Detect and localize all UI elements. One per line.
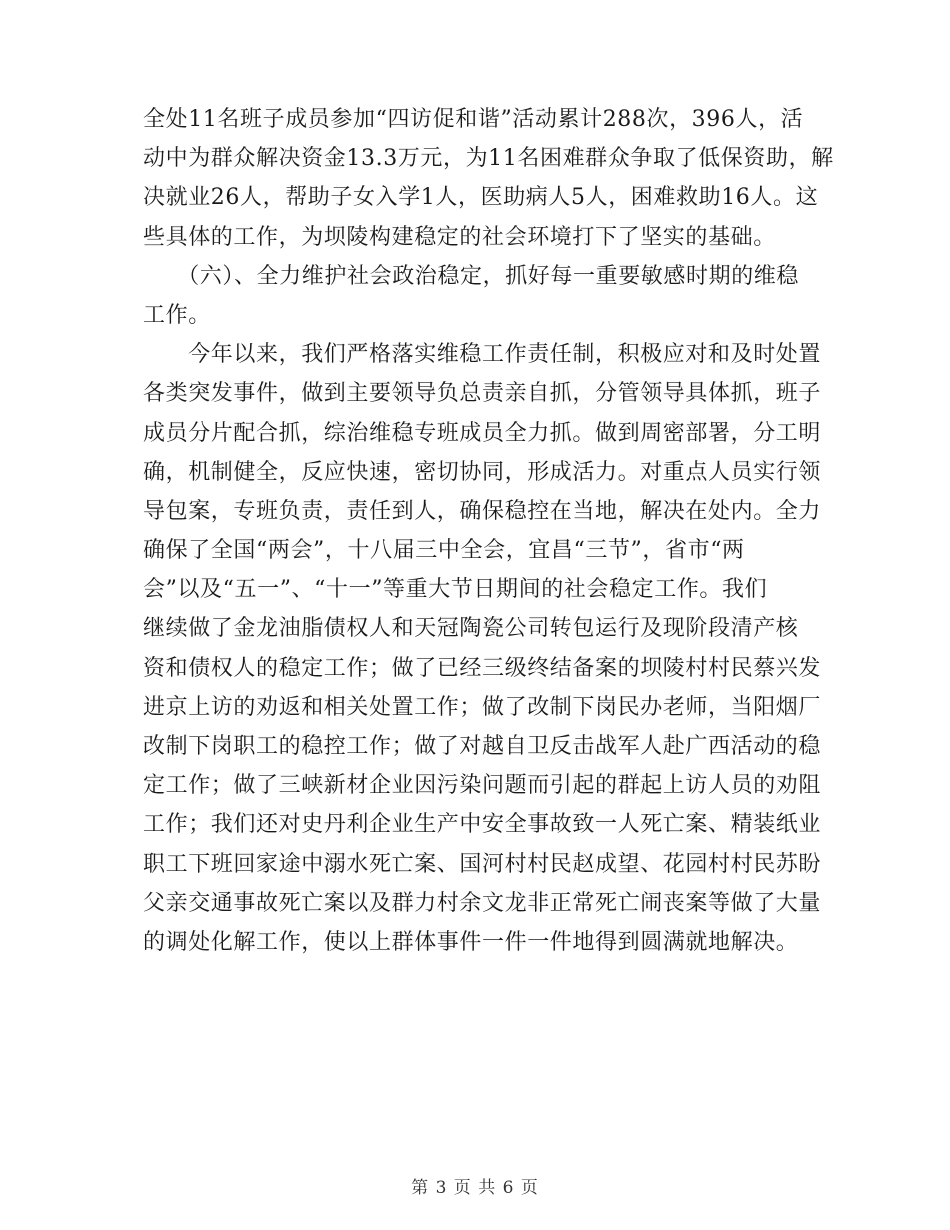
text-line: 确，机制健全，反应快速，密切协同，形成活力。对重点人员实行领: [143, 459, 822, 485]
text-line: 会”以及“五一”、“十一”等重大节日期间的社会稳定工作。我们: [143, 577, 768, 603]
text-line: 职工下班回家途中溺水死亡案、国河村村民赵成望、花园村村民苏盼: [143, 851, 822, 877]
text-line: 全处11名班子成员参加“四访促和谐”活动累计288次，396人，活: [143, 107, 804, 132]
text-line: 些具体的工作，为坝陵构建稳定的社会环境打下了坚实的基础。: [143, 224, 776, 250]
text-line: 资和债权人的稳定工作；做了已经三级终结备案的坝陵村村民蔡兴发: [143, 655, 822, 681]
text-line: 今年以来，我们严格落实维稳工作责任制，积极应对和及时处置: [143, 342, 822, 368]
text-line: 继续做了金龙油脂债权人和天冠陶瓷公司转包运行及现阶段清产核: [143, 616, 799, 642]
text-line: 的调处化解工作，使以上群体事件一件一件地得到圆满就地解决。: [143, 929, 799, 955]
text-line: 改制下岗职工的稳控工作；做了对越自卫反击战军人赴广西活动的稳: [143, 734, 822, 759]
section-heading-line: （六）、全力维护社会政治稳定，抓好每一重要敏感时期的维稳: [143, 263, 800, 289]
text-line: 定工作；做了三峡新材企业因污染问题而引起的群起上访人员的劝阻: [143, 773, 822, 799]
section-heading-line: 工作。: [143, 302, 211, 328]
text-line: 成员分片配合抓，综治维稳专班成员全力抓。做到周密部署，分工明: [143, 420, 822, 446]
text-line: 导包案，专班负责，责任到人，确保稳控在当地，解决在处内。全力: [143, 498, 822, 524]
text-line: 各类突发事件，做到主要领导负总责亲自抓，分管领导具体抓，班子: [143, 381, 822, 407]
text-line: 决就业26人，帮助子女入学1人，医助病人5人，困难救助16人。这: [143, 185, 819, 211]
text-line: 进京上访的劝返和相关处置工作；做了改制下岗民办老师，当阳烟厂: [143, 694, 822, 720]
page-number-footer: 第 3 页 共 6 页: [411, 1178, 539, 1198]
body-text: [143, 100, 834, 962]
text-line: 工作；我们还对史丹利企业生产中安全事故致一人死亡案、精装纸业: [143, 812, 822, 838]
text-line: 确保了全国“两会”，十八届三中全会，宜昌“三节”，省市“两: [143, 538, 745, 564]
text-line: 父亲交通事故死亡案以及群力村余文龙非正常死亡闹丧案等做了大量: [143, 890, 822, 916]
text-line: 动中为群众解决资金13.3万元，为11名困难群众争取了低保资助，解: [143, 146, 834, 172]
